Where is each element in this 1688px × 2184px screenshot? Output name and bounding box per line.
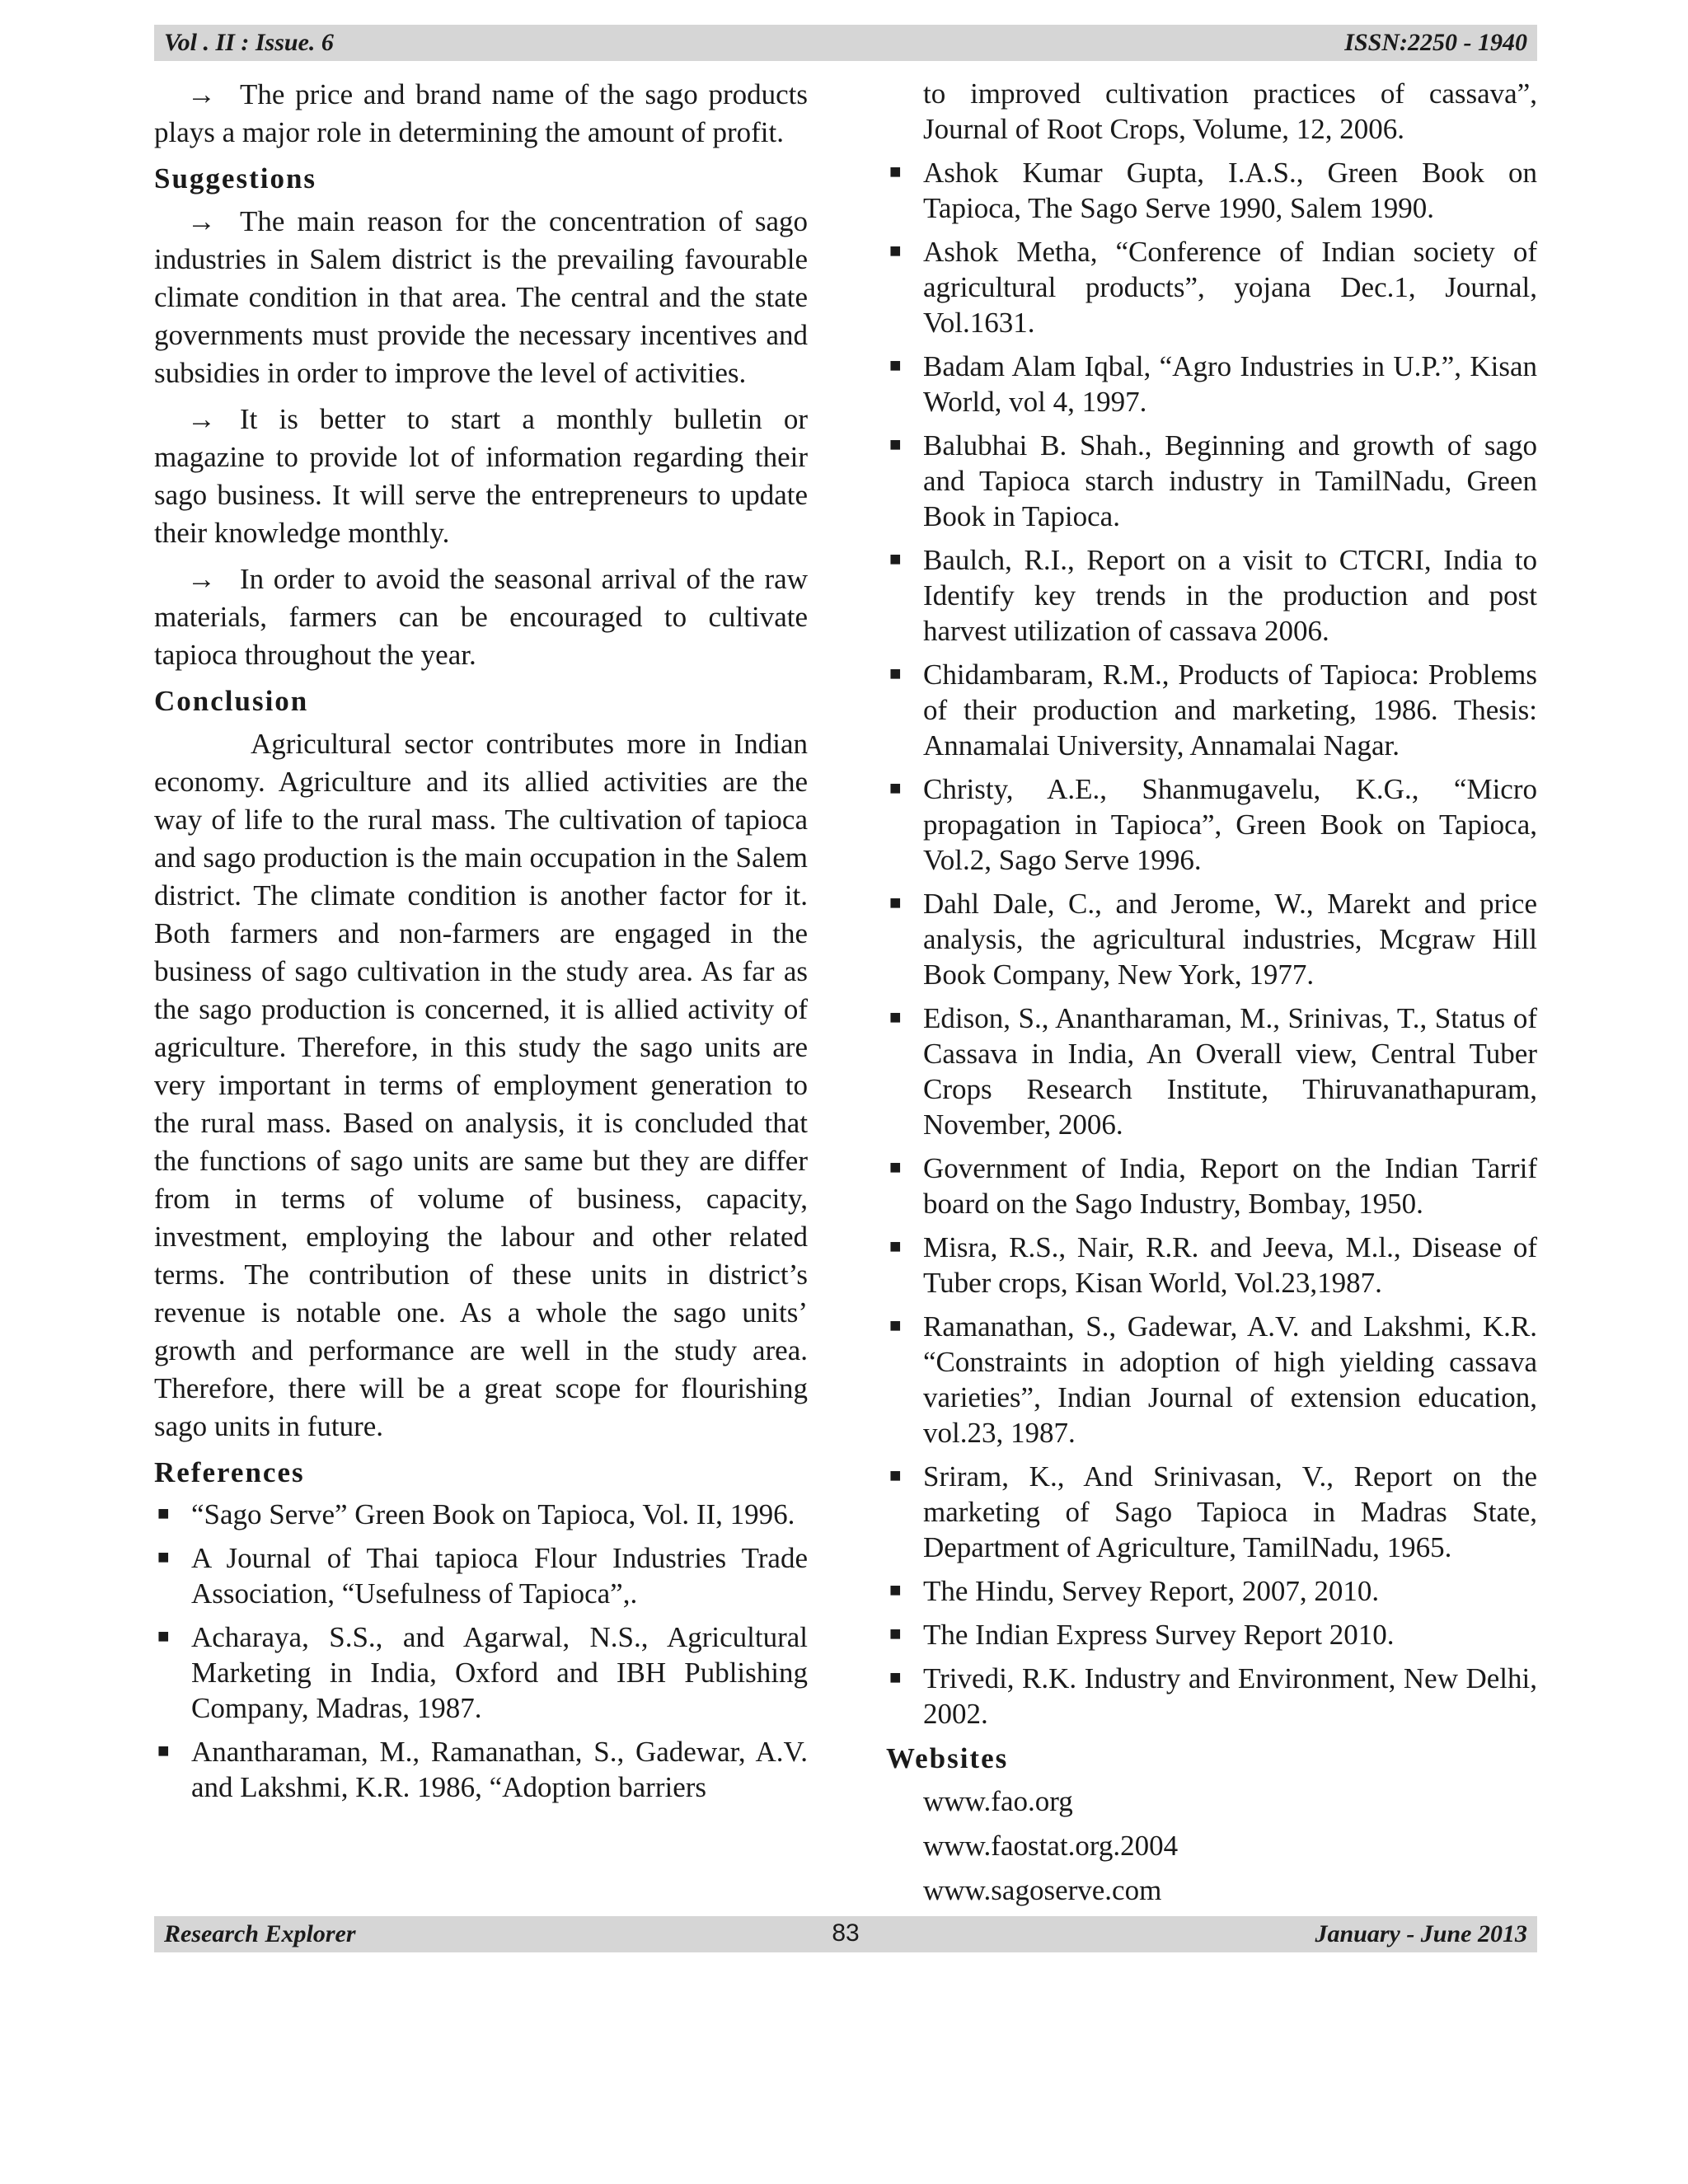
- bullet-icon: ■: [157, 1626, 170, 1647]
- website-link[interactable]: www.faostat.org.2004: [923, 1830, 1179, 1862]
- arrow-icon: →: [187, 563, 216, 595]
- bullet-icon: ■: [889, 778, 902, 799]
- reference-item: ■ Dahl Dale, C., and Jerome, W., Marekt and price analysis, the agricultural industries, Mcgraw Hill Book Company, New York, 1977.: [889, 888, 1537, 991]
- suggestion-paragraph: → It is better to start a monthly bulletin or magazine to provide lot of information regarding their sago business. It will serve the entrepreneurs to update their knowledge monthly.: [154, 401, 808, 552]
- bullet-icon: ■: [889, 1236, 902, 1258]
- conclusion-paragraph: Agricultural sector contributes more in Indian economy. Agriculture and its allied activities are the way of life to the rural mass. The cultivation of tapioca and sago production is the main occupation in the Salem district. The climate condition is another factor for it. Both farmers and non-farmers are engaged in the business of sago cultivation in the study area. As far as the sago production is concerned, it is allied activity of agriculture. Therefore, in this study the sago units are very important in terms of employment generation to the rural mass. Based on analysis, it is concluded that the functions of sago units are same but they are differ from in terms of volume of business, capacity, investment, employing the labour and other related terms. The contribution of these units in district’s revenue is notable one. As a whole the sago units’ growth and performance are well in the study area. Therefore, there will be a great scope for flourishing sago units in future.: [154, 728, 808, 1442]
- bullet-icon: ■: [889, 1465, 902, 1487]
- bullet-icon: ■: [157, 1503, 170, 1525]
- reference-item: ■ A Journal of Thai tapioca Flour Industries Trade Association, “Usefulness of Tapioca”,.: [157, 1542, 808, 1610]
- header-volume-issue: Vol . II : Issue. 6: [164, 29, 334, 56]
- reference-item: ■ Chidambaram, R.M., Products of Tapioca: Problems of their production and marketing, 1986. Thesis: Annamalai University, Annamalai Nagar.: [889, 658, 1537, 762]
- bullet-icon: ■: [889, 549, 902, 570]
- reference-item: ■ The Hindu, Servey Report, 2007, 2010.: [889, 1575, 1380, 1607]
- reference-item: ■ The Indian Express Survey Report 2010.: [889, 1619, 1395, 1651]
- reference-item: ■ Edison, S., Anantharaman, M., Srinivas, T., Status of Cassava in India, An Overall view, Central Tuber Crops Research Institute, Thiruvanathapuram, November, 2006.: [889, 1002, 1537, 1141]
- header-issn: ISSN:2250 - 1940: [1344, 29, 1527, 56]
- arrow-icon: →: [187, 403, 216, 435]
- bullet-icon: ■: [889, 162, 902, 183]
- bullet-icon: ■: [889, 1624, 902, 1645]
- reference-item: ■ Misra, R.S., Nair, R.R. and Jeeva, M.l., Disease of Tuber crops, Kisan World, Vol.23,1987.: [889, 1231, 1537, 1299]
- reference-item: ■ Sriram, K., And Srinivasan, V., Report on the marketing of Sago Tapioca in Madras State, Department of Agriculture, TamilNadu, 1965.: [889, 1460, 1537, 1563]
- bullet-icon: ■: [889, 241, 902, 262]
- suggestion-paragraph: → In order to avoid the seasonal arrival of the raw materials, farmers can be encouraged to cultivate tapioca throughout the year.: [154, 560, 808, 674]
- websites-list: [886, 1783, 1537, 1910]
- references-list-continued: [886, 155, 1537, 1732]
- reference-item: ■ Ashok Kumar Gupta, I.A.S., Green Book on Tapioca, The Sago Serve 1990, Salem 1990.: [889, 157, 1537, 224]
- bullet-icon: ■: [889, 1157, 902, 1179]
- reference-item: ■ Anantharaman, M., Ramanathan, S., Gadewar, A.V. and Lakshmi, K.R. 1986, “Adoption barriers: [157, 1736, 808, 1803]
- reference-item: ■ “Sago Serve” Green Book on Tapioca, Vol. II, 1996.: [157, 1498, 795, 1530]
- conclusion-heading: Conclusion: [154, 685, 309, 717]
- website-link[interactable]: www.fao.org: [923, 1785, 1073, 1817]
- reference-item: ■ Ramanathan, S., Gadewar, A.V. and Lakshmi, K.R. “Constraints in adoption of high yielding cassava varieties”, Indian Journal of extension education, vol.23, 1987.: [889, 1310, 1537, 1449]
- reference-item: ■ Ashok Metha, “Conference of Indian society of agricultural products”, yojana Dec.1, Journal, Vol.1631.: [889, 236, 1537, 339]
- bullet-icon: ■: [889, 663, 902, 685]
- reference-item: ■ Christy, A.E., Shanmugavelu, K.G., “Micro propagation in Tapioca”, Green Book on Tapioca, Vol.2, Sago Serve 1996.: [889, 773, 1537, 876]
- suggestions-heading: Suggestions: [154, 162, 317, 194]
- arrow-icon: →: [187, 205, 216, 237]
- arrow-icon: →: [187, 78, 216, 110]
- bullet-icon: ■: [889, 1007, 902, 1029]
- footer-journal-name: Research Explorer: [164, 1920, 356, 1947]
- bullet-icon: ■: [889, 1667, 902, 1689]
- reference-continuation: to improved cultivation practices of cassava”, Journal of Root Crops, Volume, 12, 2006.: [923, 77, 1537, 145]
- reference-item: ■ Government of India, Report on the Indian Tarrif board on the Sago Industry, Bombay, 1950.: [889, 1152, 1537, 1220]
- intro-paragraph: → The price and brand name of the sago products plays a major role in determining the amount of profit.: [154, 76, 808, 152]
- right-column: [886, 76, 1537, 1916]
- page-header: [154, 25, 1537, 61]
- bullet-icon: ■: [889, 355, 902, 377]
- page-footer: [154, 1916, 1537, 1952]
- bullet-icon: ■: [157, 1547, 170, 1568]
- reference-item: ■ Trivedi, R.K. Industry and Environment, New Delhi, 2002.: [889, 1662, 1537, 1730]
- left-column: [154, 76, 808, 1813]
- bullet-icon: ■: [889, 434, 902, 456]
- references-list: [154, 1497, 808, 1805]
- page-number: 83: [832, 1919, 860, 1947]
- website-link[interactable]: www.sagoserve.com: [923, 1874, 1162, 1906]
- bullet-icon: ■: [889, 1580, 902, 1601]
- references-heading: References: [154, 1456, 305, 1488]
- reference-item: ■ Badam Alam Iqbal, “Agro Industries in U.P.”, Kisan World, vol 4, 1997.: [889, 350, 1537, 418]
- footer-date: January - June 2013: [1315, 1920, 1527, 1947]
- bullet-icon: ■: [157, 1741, 170, 1762]
- reference-item: ■ Acharaya, S.S., and Agarwal, N.S., Agricultural Marketing in India, Oxford and IBH Publishing Company, Madras, 1987.: [157, 1621, 808, 1724]
- reference-item: ■ Baulch, R.I., Report on a visit to CTCRI, India to Identify key trends in the production and post harvest utilization of cassava 2006.: [889, 544, 1537, 647]
- bullet-icon: ■: [889, 1315, 902, 1337]
- reference-item: ■ Balubhai B. Shah., Beginning and growth of sago and Tapioca starch industry in TamilNadu, Green Book in Tapioca.: [889, 429, 1537, 532]
- websites-heading: Websites: [886, 1742, 1009, 1774]
- bullet-icon: ■: [889, 893, 902, 914]
- suggestion-paragraph: → The main reason for the concentration of sago industries in Salem district is the prevailing favourable climate condition in that area. The central and the state governments must provide the necessary incentives and subsidies in order to improve the level of activities.: [154, 203, 808, 392]
